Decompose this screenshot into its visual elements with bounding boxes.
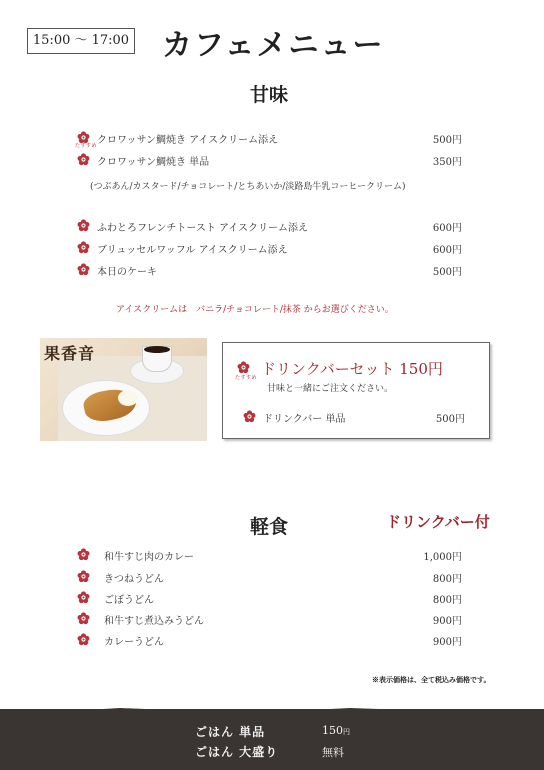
page-title: カフェメニュー [162,28,385,63]
plum-blossom-icon [243,410,256,423]
footer-value [322,744,344,760]
menu-item-price: 900円 [432,616,462,627]
menu-item-price: 350円 [432,157,462,168]
menu-item [243,409,465,425]
sweets-section-title: 甘味 [250,84,289,106]
footer-value [322,724,350,737]
recommend-tag: たすすめ [75,143,98,149]
footer-label: ごはん 大盛り [195,745,279,759]
menu-item-name: きつねうどん [104,574,164,585]
menu-item-price: 500円 [432,135,462,146]
menu-item [75,130,462,149]
plum-blossom-icon [77,570,90,583]
plum-blossom-icon [77,548,90,561]
menu-item-price: 1,000円 [423,552,462,563]
drink-set-subtitle: 甘味と一緒にご注文ください。 [267,384,394,394]
menu-item-price: 800円 [432,574,462,585]
menu-item-name: 本日のケーキ [97,267,157,278]
plum-blossom-icon [77,633,90,646]
plum-blossom-icon [77,219,90,232]
hours-box [27,28,135,54]
ice-cream-note: アイスクリームは バニラ/チョコレート/抹茶 からお選びください。 [116,305,394,315]
menu-item [77,218,462,234]
footer-price: 150 [322,724,343,737]
menu-item [77,632,462,648]
menu-item-price: 500円 [432,267,462,278]
light-meal-section-title: 軽食 [250,516,289,538]
drink-set-title: ドリンクバーセット 150円 [261,360,443,378]
menu-item-price: 500円 [435,414,465,425]
menu-item-name: カレーうどん [104,637,164,648]
menu-item-name: 和牛すじ肉のカレー [104,552,194,563]
menu-item [77,569,462,585]
photo-coffee [144,346,170,353]
menu-item-name: クロワッサン鯛焼き アイスクリーム添え [97,135,279,146]
menu-item-name: ごぼうどん [104,595,154,606]
plum-blossom-icon [77,263,90,276]
menu-item-name: ドリンクバー 単品 [263,414,346,425]
footer-label: ごはん 単品 [195,725,266,739]
brush-edge [0,706,544,714]
footer-price: 無料 [322,746,344,759]
menu-item [77,611,462,627]
photo-icecream [118,390,138,406]
plum-blossom-icon [77,153,90,166]
menu-item-price: 800円 [432,595,462,606]
menu-item-price: 600円 [432,223,462,234]
menu-item [77,547,462,563]
menu-item [77,240,462,256]
plum-blossom-icon [237,361,250,374]
logo: 果香音 [44,344,96,363]
menu-item [77,152,462,168]
drink-set-box [222,342,490,439]
footer-band [0,709,544,770]
menu-item-name: ふわとろフレンチトースト アイスクリーム添え [97,223,309,234]
menu-item-name: 和牛すじ煮込みうどん [104,616,204,627]
menu-item-name: ブリュッセルワッフル アイスクリーム添え [97,245,288,256]
menu-item-name: クロワッサン鯛焼き 単品 [97,157,210,168]
menu-item-price: 600円 [432,245,462,256]
footer-unit: 円 [343,728,350,736]
tax-note: ※表示価格は、全て税込み価格です。 [372,675,491,684]
plum-blossom-icon [77,591,90,604]
menu-item [77,262,462,278]
recommend-tag: たすすめ [235,375,258,381]
menu-item [77,590,462,606]
food-photo [40,338,207,441]
plum-blossom-icon [77,612,90,625]
menu-item-price: 900円 [432,637,462,648]
plum-blossom-icon [77,241,90,254]
drinkbar-included-label: ドリンクバー付 [386,513,490,531]
hours-text: 15:00 〜 17:00 [32,33,130,48]
flavors-note: (つぶあん/カスタード/チョコレート/とちあいか/淡路島牛乳コーヒークリーム) [90,182,406,192]
